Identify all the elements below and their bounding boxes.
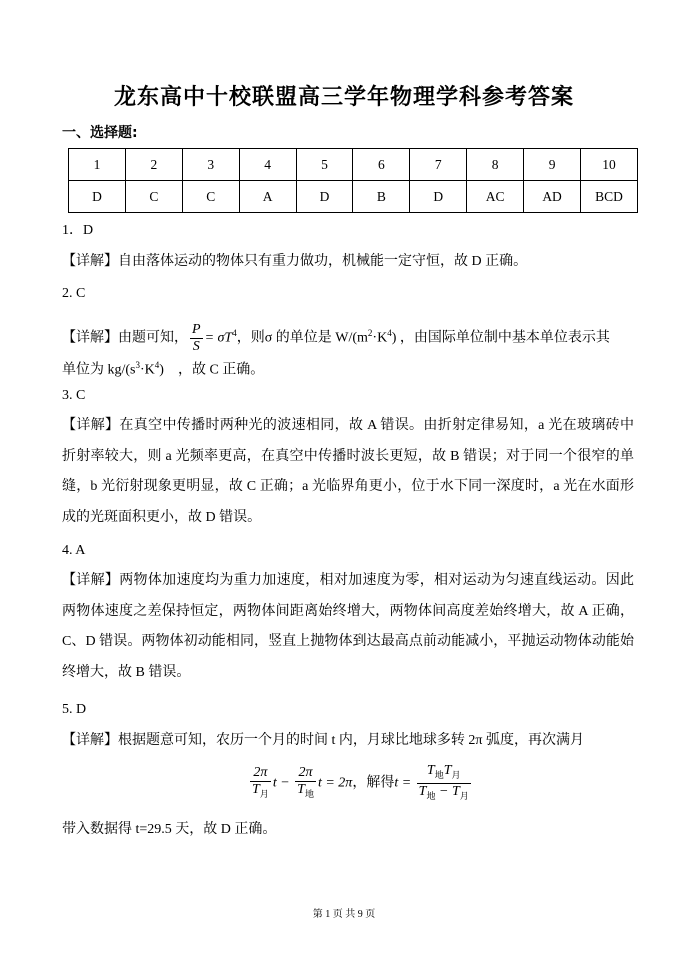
- answer-cell: A: [239, 181, 296, 213]
- period-symbol: T: [451, 783, 460, 799]
- q1-detail: 【详解】自由落体运动的物体只有重力做功，机械能一定守恒，故 D 正确。: [62, 254, 528, 269]
- answer-cell: C: [125, 181, 182, 213]
- question-number: 4: [239, 149, 296, 181]
- subscript: 月: [259, 788, 269, 799]
- q4-detail: 【详解】两物体加速度均为重力加速度，相对加速度为零，相对运动为匀速直线运动。因此两物体速度之差保持恒定，两物体间距离始终增大，两物体间高度差始终增大，故 A 正确，C、D 错误。两物体初动能相同，竖直上抛物体到达最高点前动能减小，平抛运动物体动能始终增大，故 B 错误。: [62, 573, 634, 680]
- q4-heading: 4. A: [62, 543, 86, 558]
- solve-text: ，解得: [352, 775, 395, 791]
- page-title: 龙东高中十校联盟高三学年物理学科参考答案: [113, 85, 574, 110]
- answer-cell: D: [69, 181, 126, 213]
- fraction: [417, 763, 471, 804]
- question-number: 8: [467, 149, 524, 181]
- period-symbol: T: [297, 781, 305, 797]
- fraction-numerator: P: [192, 321, 201, 337]
- answer-table: [68, 148, 638, 213]
- formula-term: t = 2π: [317, 775, 353, 791]
- exponent: 4: [387, 328, 392, 338]
- fraction-numerator: 2π: [295, 765, 316, 782]
- exponent: 4: [232, 328, 237, 338]
- exponent: 4: [154, 360, 160, 370]
- subscript: 地: [304, 788, 314, 799]
- period-symbol: T: [426, 763, 435, 778]
- page-footer: 第 1 页 共 9 页: [312, 909, 376, 920]
- subscript: 月: [459, 790, 469, 801]
- sigma-t4-expression: = σT: [204, 330, 233, 346]
- q5-heading: 5. D: [62, 702, 87, 717]
- period-symbol: T: [252, 781, 260, 797]
- q5-detail: 【详解】根据题意可知，农历一个月的时间 t 内，月球比地球多转 2π 弧度，再次满月: [62, 733, 584, 748]
- answer-key-row: [69, 181, 638, 213]
- question-number: 10: [581, 149, 638, 181]
- fraction-denominator: [295, 782, 316, 802]
- question-number: 9: [524, 149, 581, 181]
- q3-detail: 【详解】在真空中传播时两种光的波速相同，故 A 错误。由折射定律易知，a 光在玻璃砖中折射率较大，则 a 光频率更高，在真空中传播时波长更短，故 B 错误；对于同一个很窄的单缝，b 光衍射现象更明显，故 C 正确；a 光临界角更小，位于水下同一深度时，a 光在水面形成的光斑面积更小，故 D 错误。: [62, 418, 634, 525]
- q2-unit-suffix: ) ，故 C 正确。: [159, 362, 265, 378]
- q2-detail-line2: [62, 355, 264, 381]
- section-title: 一、选择题:: [62, 125, 138, 141]
- exponent: 3: [135, 360, 140, 370]
- unit-text: ·K: [372, 330, 388, 346]
- q1-heading: 1．D: [62, 223, 94, 238]
- subscript: 月: [451, 769, 461, 780]
- subscript: 地: [434, 769, 444, 780]
- answer-cell: AD: [524, 181, 581, 213]
- answer-cell: C: [182, 181, 239, 213]
- formula-term: t −: [272, 775, 290, 791]
- fraction-numerator: 2π: [250, 765, 271, 782]
- answer-cell: D: [296, 181, 353, 213]
- q2-detail-prefix: 【详解】由题可知，: [62, 330, 188, 346]
- question-number: 5: [296, 149, 353, 181]
- power-per-area-fraction: [190, 322, 203, 355]
- fraction-denominator: [250, 782, 271, 802]
- q2-detail-suffix: ) ，由国际单位制中基本单位表示其: [391, 330, 610, 346]
- q5-result: 带入数据得 t=29.5 天，故 D 正确。: [62, 822, 277, 837]
- fraction-denominator: S: [192, 338, 200, 354]
- fraction-denominator: [417, 784, 471, 804]
- fraction: [295, 765, 316, 802]
- minus-sign: −: [435, 783, 452, 799]
- period-symbol: T: [418, 783, 427, 799]
- question-number: 3: [182, 149, 239, 181]
- fraction-numerator: [417, 763, 471, 784]
- question-number: 2: [125, 149, 182, 181]
- answer-cell: AC: [467, 181, 524, 213]
- q2-unit-prefix: 单位为 kg/(s: [62, 362, 136, 378]
- question-number: 7: [410, 149, 467, 181]
- q3-heading: 3. C: [62, 388, 86, 403]
- fraction: [250, 765, 271, 802]
- q2-detail: [62, 316, 610, 356]
- q5-formula: [248, 763, 473, 804]
- answer-cell: BCD: [581, 181, 638, 213]
- exponent: 2: [367, 328, 373, 338]
- answer-cell: D: [410, 181, 467, 213]
- unit-text: ·K: [140, 362, 155, 378]
- period-symbol: T: [443, 763, 452, 778]
- q2-detail-mid: ，则σ 的单位是 W/(m: [236, 330, 368, 346]
- question-number: 1: [69, 149, 126, 181]
- answer-number-row: [69, 149, 638, 181]
- subscript: 地: [426, 790, 436, 801]
- formula-term: t =: [394, 775, 412, 791]
- answer-cell: B: [353, 181, 410, 213]
- q2-heading: 2. C: [62, 286, 86, 301]
- question-number: 6: [353, 149, 410, 181]
